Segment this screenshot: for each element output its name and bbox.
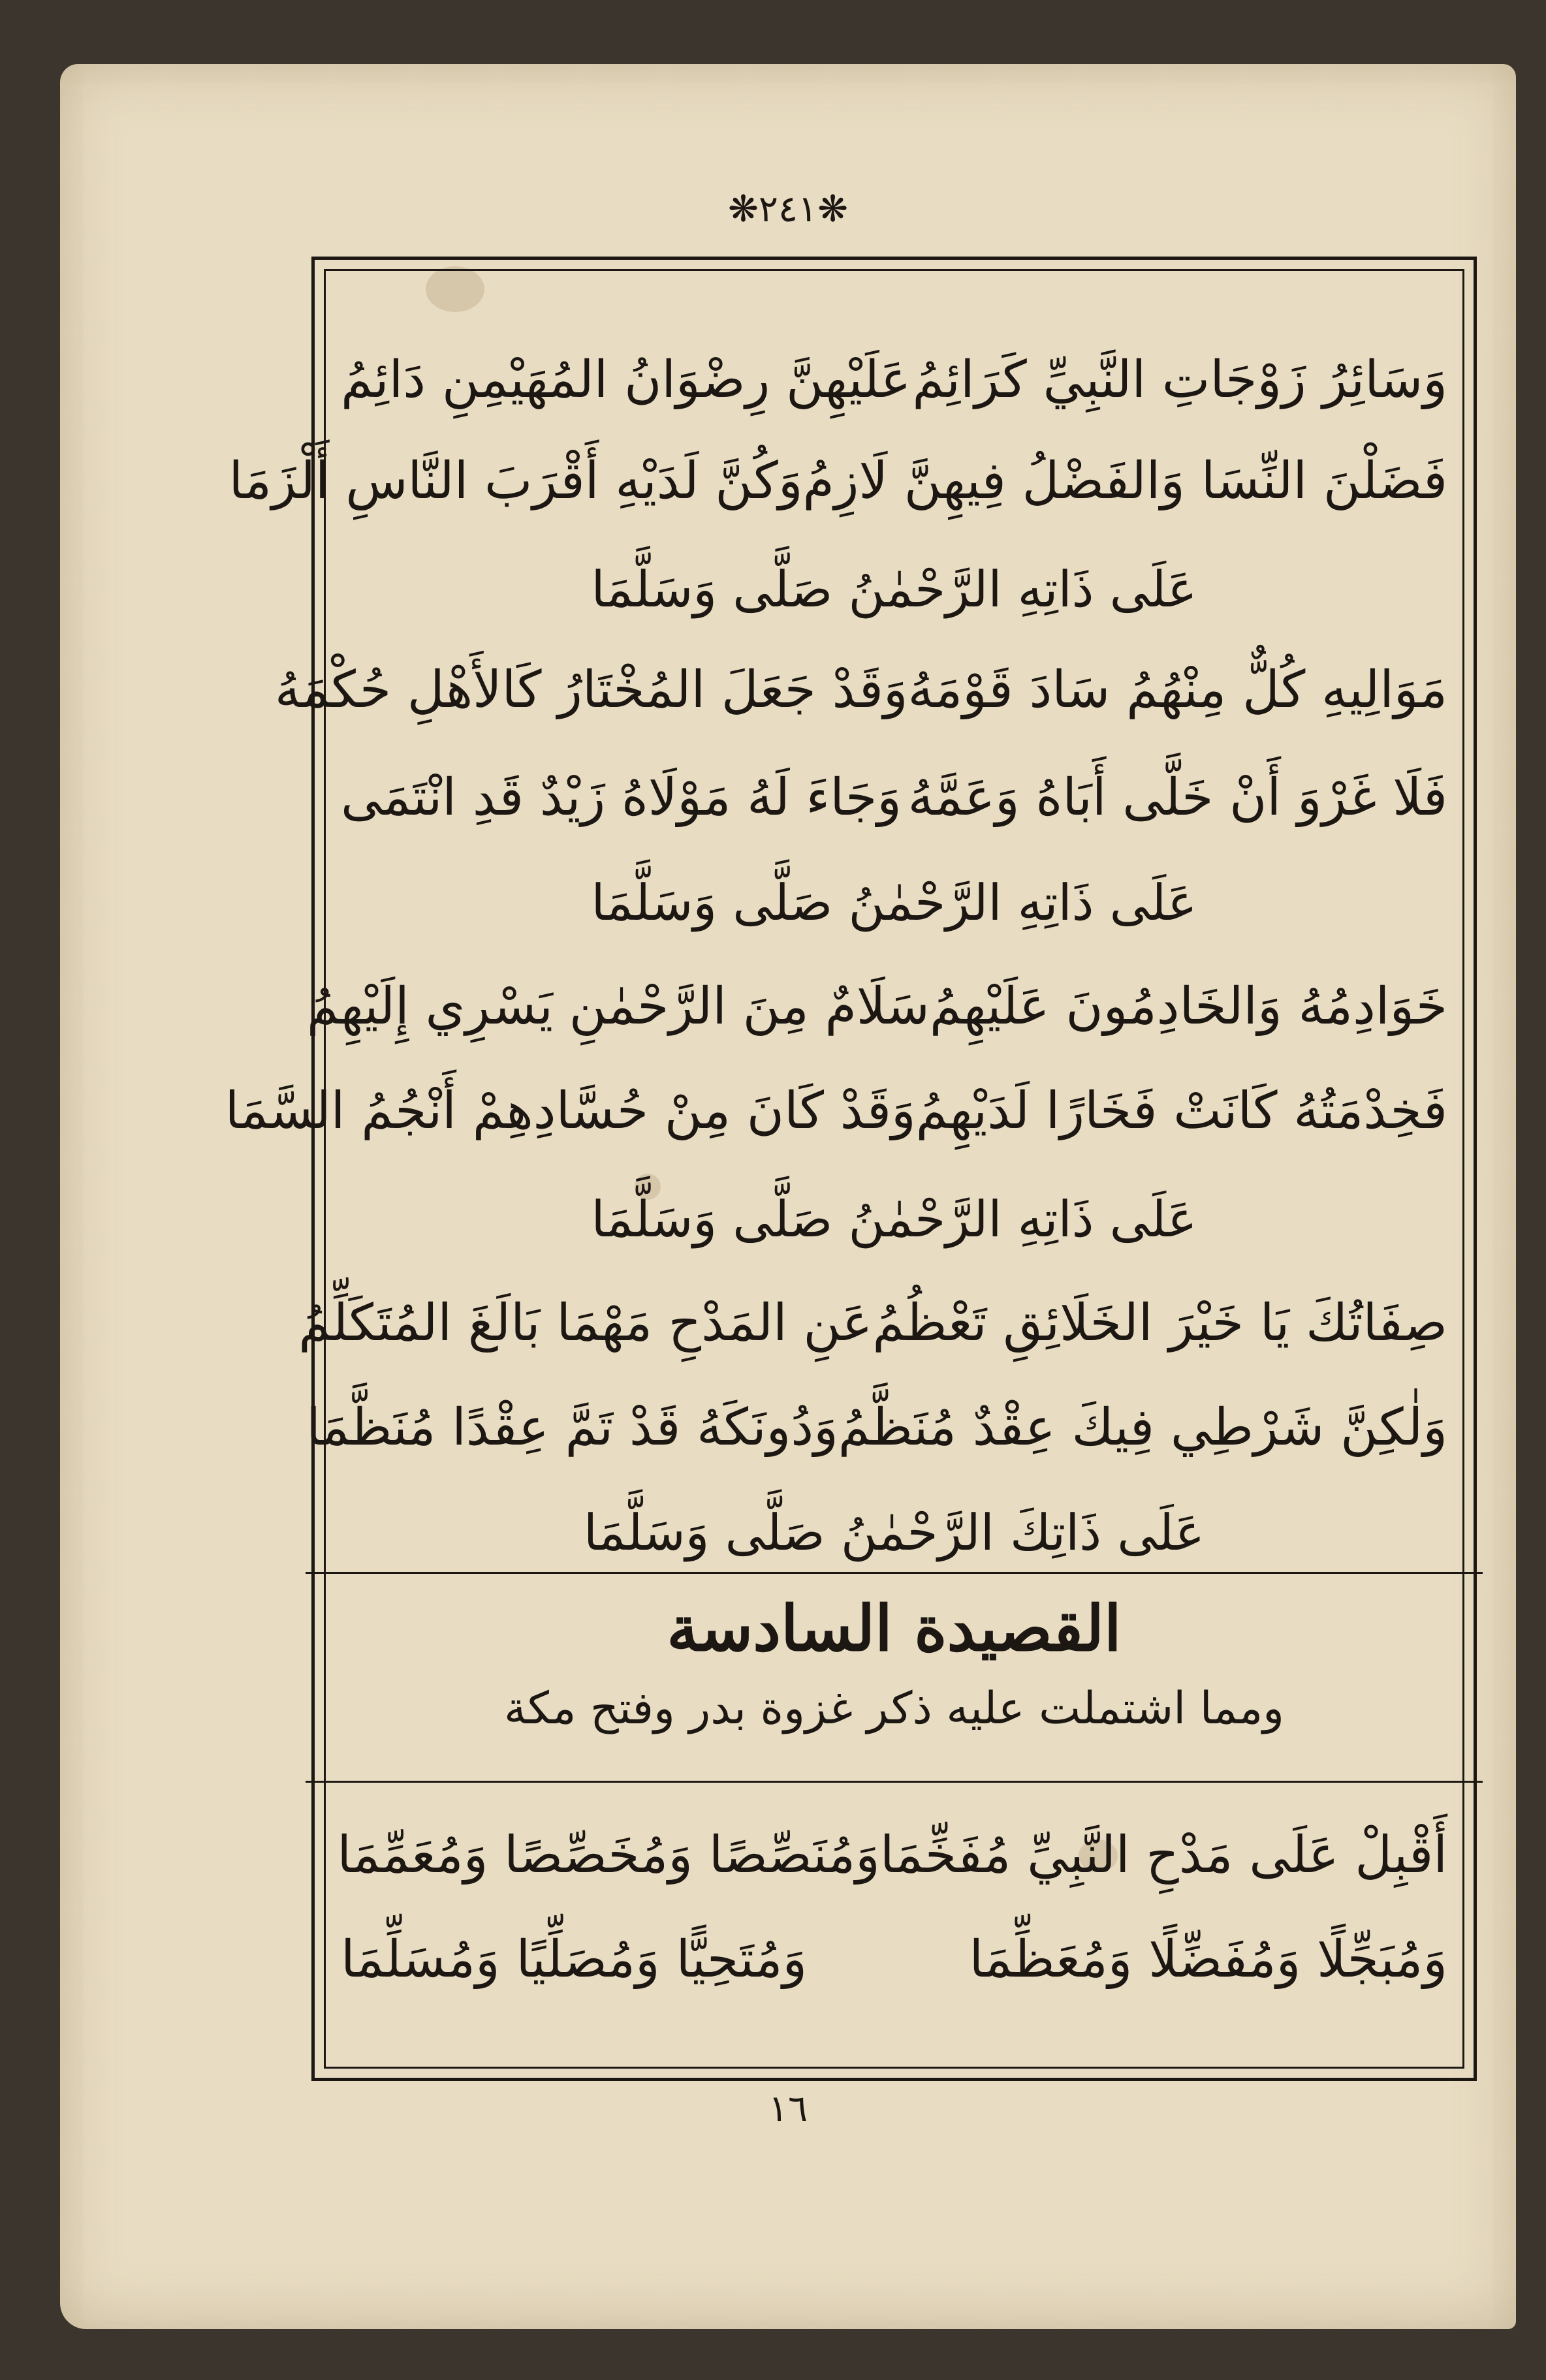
first-hemistich: أَقْبِلْ عَلَى مَدْحِ النَّبِيِّ مُفَخِّمَا <box>879 1826 1447 1885</box>
verse-row <box>341 1924 1447 1996</box>
first-hemistich: خَوَادِمُهُ وَالخَادِمُونَ عَلَيْهِمُ <box>929 977 1447 1037</box>
second-hemistich: وَجَاءَ لَهُ مَوْلَاهُ زَيْدٌ قَدِ انْتَمَى <box>341 768 902 828</box>
verse-row <box>306 1392 1447 1464</box>
second-hemistich: عَنِ المَدْحِ مَهْمَا بَالَغَ المُتَكَلِّمُ <box>298 1294 873 1353</box>
first-hemistich: فَخِدْمَتُهُ كَانَتْ فَخَارًا لَدَيْهِمُ <box>915 1082 1447 1141</box>
section-divider <box>306 1572 1483 1574</box>
verse-row <box>306 971 1447 1043</box>
refrain-line: عَلَى ذَاتِهِ الرَّحْمٰنُ صَلَّى وَسَلَّمَا <box>591 873 1197 932</box>
book-page <box>60 64 1516 2329</box>
double-border-frame <box>225 257 1477 2081</box>
second-hemistich: وَقَدْ كَانَ مِنْ حُسَّادِهِمْ أَنْجُمُ السَّمَا <box>225 1082 916 1141</box>
first-hemistich: مَوَالِيهِ كُلٌّ مِنْهُمُ سَادَ قَوْمَهُ <box>907 661 1447 720</box>
second-hemistich: سَلَامٌ مِنَ الرَّحْمٰنِ يَسْرِي إِلَيْهِمُ <box>306 977 930 1037</box>
refrain-line: عَلَى ذَاتِكَ الرَّحْمٰنُ صَلَّى وَسَلَّمَا <box>583 1503 1205 1561</box>
first-hemistich: وَمُبَجِّلًا وَمُفَضِّلًا وَمُعَظِّمَا <box>969 1930 1447 1990</box>
refrain-line: عَلَى ذَاتِهِ الرَّحْمٰنُ صَلَّى وَسَلَّمَا <box>591 560 1197 618</box>
first-hemistich: فَضَلْنَ النِّسَا وَالفَضْلُ فِيهِنَّ لَازِمُ <box>802 452 1447 511</box>
first-hemistich: صِفَاتُكَ يَا خَيْرَ الخَلَائِقِ تَعْظُمُ <box>872 1294 1447 1353</box>
section-divider <box>306 1781 1483 1783</box>
second-hemistich: وَدُونَكَهُ قَدْ تَمَّ عِقْدًا مُنَظَّمَا <box>306 1398 838 1458</box>
verse-row <box>225 1076 1447 1148</box>
page-number-top: ❋٢٤١❋ <box>727 188 849 230</box>
verse-row <box>337 1820 1447 1892</box>
first-hemistich: وَلٰكِنَّ شَرْطِي فِيكَ عِقْدٌ مُنَظَّمُ <box>838 1398 1447 1458</box>
page-number-bottom: ١٦ <box>768 2088 808 2130</box>
verse-row <box>341 345 1447 416</box>
qasida-title: القصيدة السادسة <box>667 1591 1122 1665</box>
verse-row <box>229 446 1447 518</box>
verse-row <box>298 1288 1447 1360</box>
first-hemistich: فَلَا غَرْوَ أَنْ خَلَّى أَبَاهُ وَعَمَّهُ <box>907 768 1447 828</box>
second-hemistich: وَكُنَّ لَدَيْهِ أَقْرَبَ النَّاسِ أَلْزَمَا <box>229 452 803 511</box>
poem-content <box>225 260 1474 2078</box>
verse-row <box>274 655 1447 727</box>
second-hemistich: عَلَيْهِنَّ رِضْوَانُ المُهَيْمِنِ دَائِمُ <box>341 351 911 410</box>
first-hemistich: وَسَائِرُ زَوْجَاتِ النَّبِيِّ كَرَائِمُ <box>912 351 1447 410</box>
second-hemistich: وَقَدْ جَعَلَ المُخْتَارُ كَالأَهْلِ حُكْمَهُ <box>274 661 908 720</box>
verse-row <box>341 762 1447 834</box>
second-hemistich: وَمُتَحِيًّا وَمُصَلِّيًا وَمُسَلِّمَا <box>341 1930 808 1990</box>
second-hemistich: وَمُنَصِّصًا وَمُخَصِّصًا وَمُعَمِّمَا <box>337 1826 880 1885</box>
refrain-line: عَلَى ذَاتِهِ الرَّحْمٰنُ صَلَّى وَسَلَّمَا <box>591 1190 1197 1248</box>
qasida-subtitle: ومما اشتملت عليه ذكر غزوة بدر وفتح مكة <box>503 1683 1284 1734</box>
